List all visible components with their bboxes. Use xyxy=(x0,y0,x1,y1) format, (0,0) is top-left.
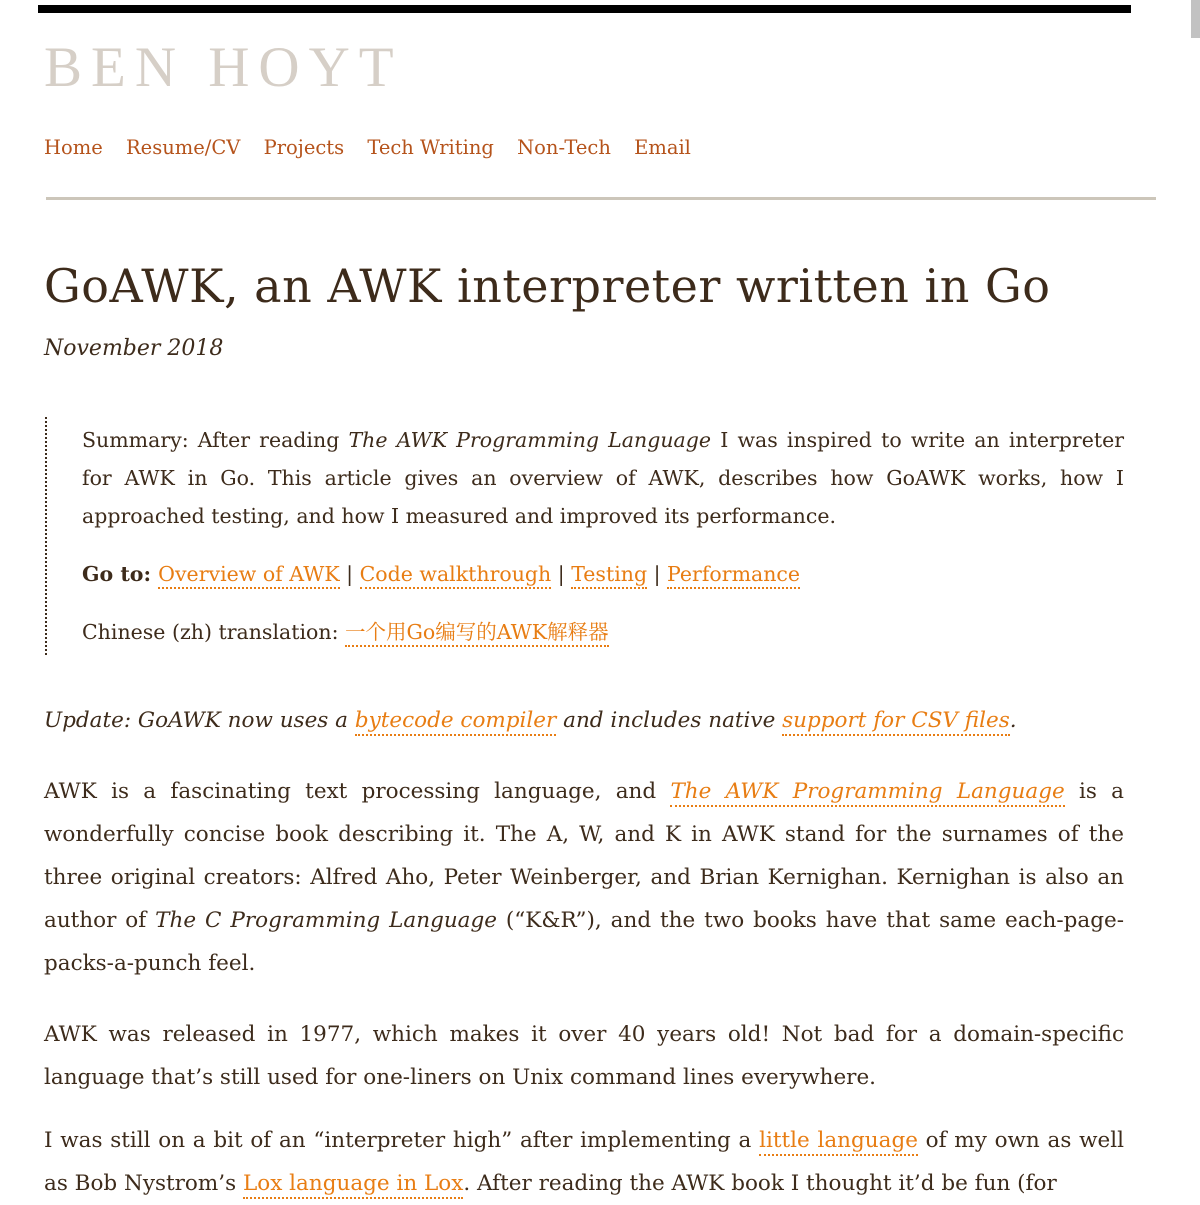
nav-item-email[interactable]: Email xyxy=(634,136,691,159)
nav-item-non-tech[interactable]: Non-Tech xyxy=(517,136,611,159)
page-title: GoAWK, an AWK interpreter written in Go xyxy=(44,259,1051,313)
text-run: AWK was released in 1977, which makes it over 40 years old! Not bad for a domain-specific language that’s still used for one-liners on Unix command lines everywhere. xyxy=(44,1021,1124,1090)
nav-item-projects[interactable]: Projects xyxy=(263,136,345,159)
link-awk-book[interactable]: The AWK Programming Language xyxy=(670,779,1064,807)
article-date: November 2018 xyxy=(44,335,224,361)
translation-line xyxy=(82,613,1124,651)
text-run: AWK is a fascinating text processing language, and xyxy=(44,778,671,804)
article xyxy=(44,260,1124,1205)
update-paragraph xyxy=(44,699,1124,742)
text-run: Go to: xyxy=(82,561,159,586)
body-paragraph xyxy=(44,1119,1124,1205)
link-csv-support[interactable]: support for CSV files xyxy=(782,708,1010,736)
top-accent-bar xyxy=(38,5,1131,13)
text-run: of my own as well as Bob Nystrom’s xyxy=(44,1127,1124,1196)
link-testing[interactable]: Testing xyxy=(571,562,647,589)
text-run: | xyxy=(551,561,572,586)
text-run: Update: GoAWK now uses a xyxy=(44,707,355,733)
main-nav xyxy=(44,136,1200,159)
text-run: Chinese (zh) translation: xyxy=(82,619,345,644)
body-paragraph xyxy=(44,770,1124,985)
text-run: I was still on a bit of an “interpreter high” after implementing a xyxy=(44,1127,760,1153)
nav-item-tech-writing[interactable]: Tech Writing xyxy=(367,136,494,159)
summary-block xyxy=(45,417,1124,655)
text-run: (“K&R”), and the two books have that same each-page-packs-a-punch feel. xyxy=(44,907,1124,976)
site-header xyxy=(44,13,1200,159)
link-code-walkthrough[interactable]: Code walkthrough xyxy=(360,562,552,589)
text-run: Summary: After reading xyxy=(82,427,349,452)
link-chinese-translation[interactable]: 一个用Go编写的AWK解释器 xyxy=(345,620,609,647)
goto-links-line xyxy=(82,555,1124,593)
link-little-language[interactable]: little language xyxy=(759,1128,918,1156)
text-run: The C Programming Language xyxy=(155,907,497,933)
header-divider xyxy=(46,197,1156,200)
body-paragraph xyxy=(44,1013,1124,1099)
summary-paragraph xyxy=(82,421,1124,535)
text-run: is a wonderfully concise book describing it. The A, W, and K in AWK stand for the surnames of the three original creators: Alfred Aho, Peter Weinberger, and Brian Kernighan. Kernighan is also an author of xyxy=(44,778,1124,933)
scrollbar-thumb[interactable] xyxy=(1191,0,1200,38)
text-run: | xyxy=(339,561,360,586)
text-run: . After reading the AWK book I thought it’d be fun (for xyxy=(463,1170,1057,1196)
text-run: | xyxy=(647,561,668,586)
site-logo[interactable]: BEN HOYT xyxy=(44,36,403,99)
text-run: . xyxy=(1009,707,1017,733)
nav-item-resume-cv[interactable]: Resume/CV xyxy=(125,136,241,159)
text-run: The AWK Programming Language xyxy=(348,427,712,452)
link-bytecode-compiler[interactable]: bytecode compiler xyxy=(355,708,556,736)
nav-item-home[interactable]: Home xyxy=(44,136,103,159)
text-run: I was inspired to write an interpreter for AWK in Go. This article gives an overview of AWK, describes how GoAWK works, how I approached testing, and how I measured and improved its performance. xyxy=(82,427,1124,528)
link-lox-language[interactable]: Lox language in Lox xyxy=(243,1171,463,1199)
link-overview-of-awk[interactable]: Overview of AWK xyxy=(158,562,339,589)
link-performance[interactable]: Performance xyxy=(667,562,800,589)
text-run: and includes native xyxy=(556,707,783,733)
